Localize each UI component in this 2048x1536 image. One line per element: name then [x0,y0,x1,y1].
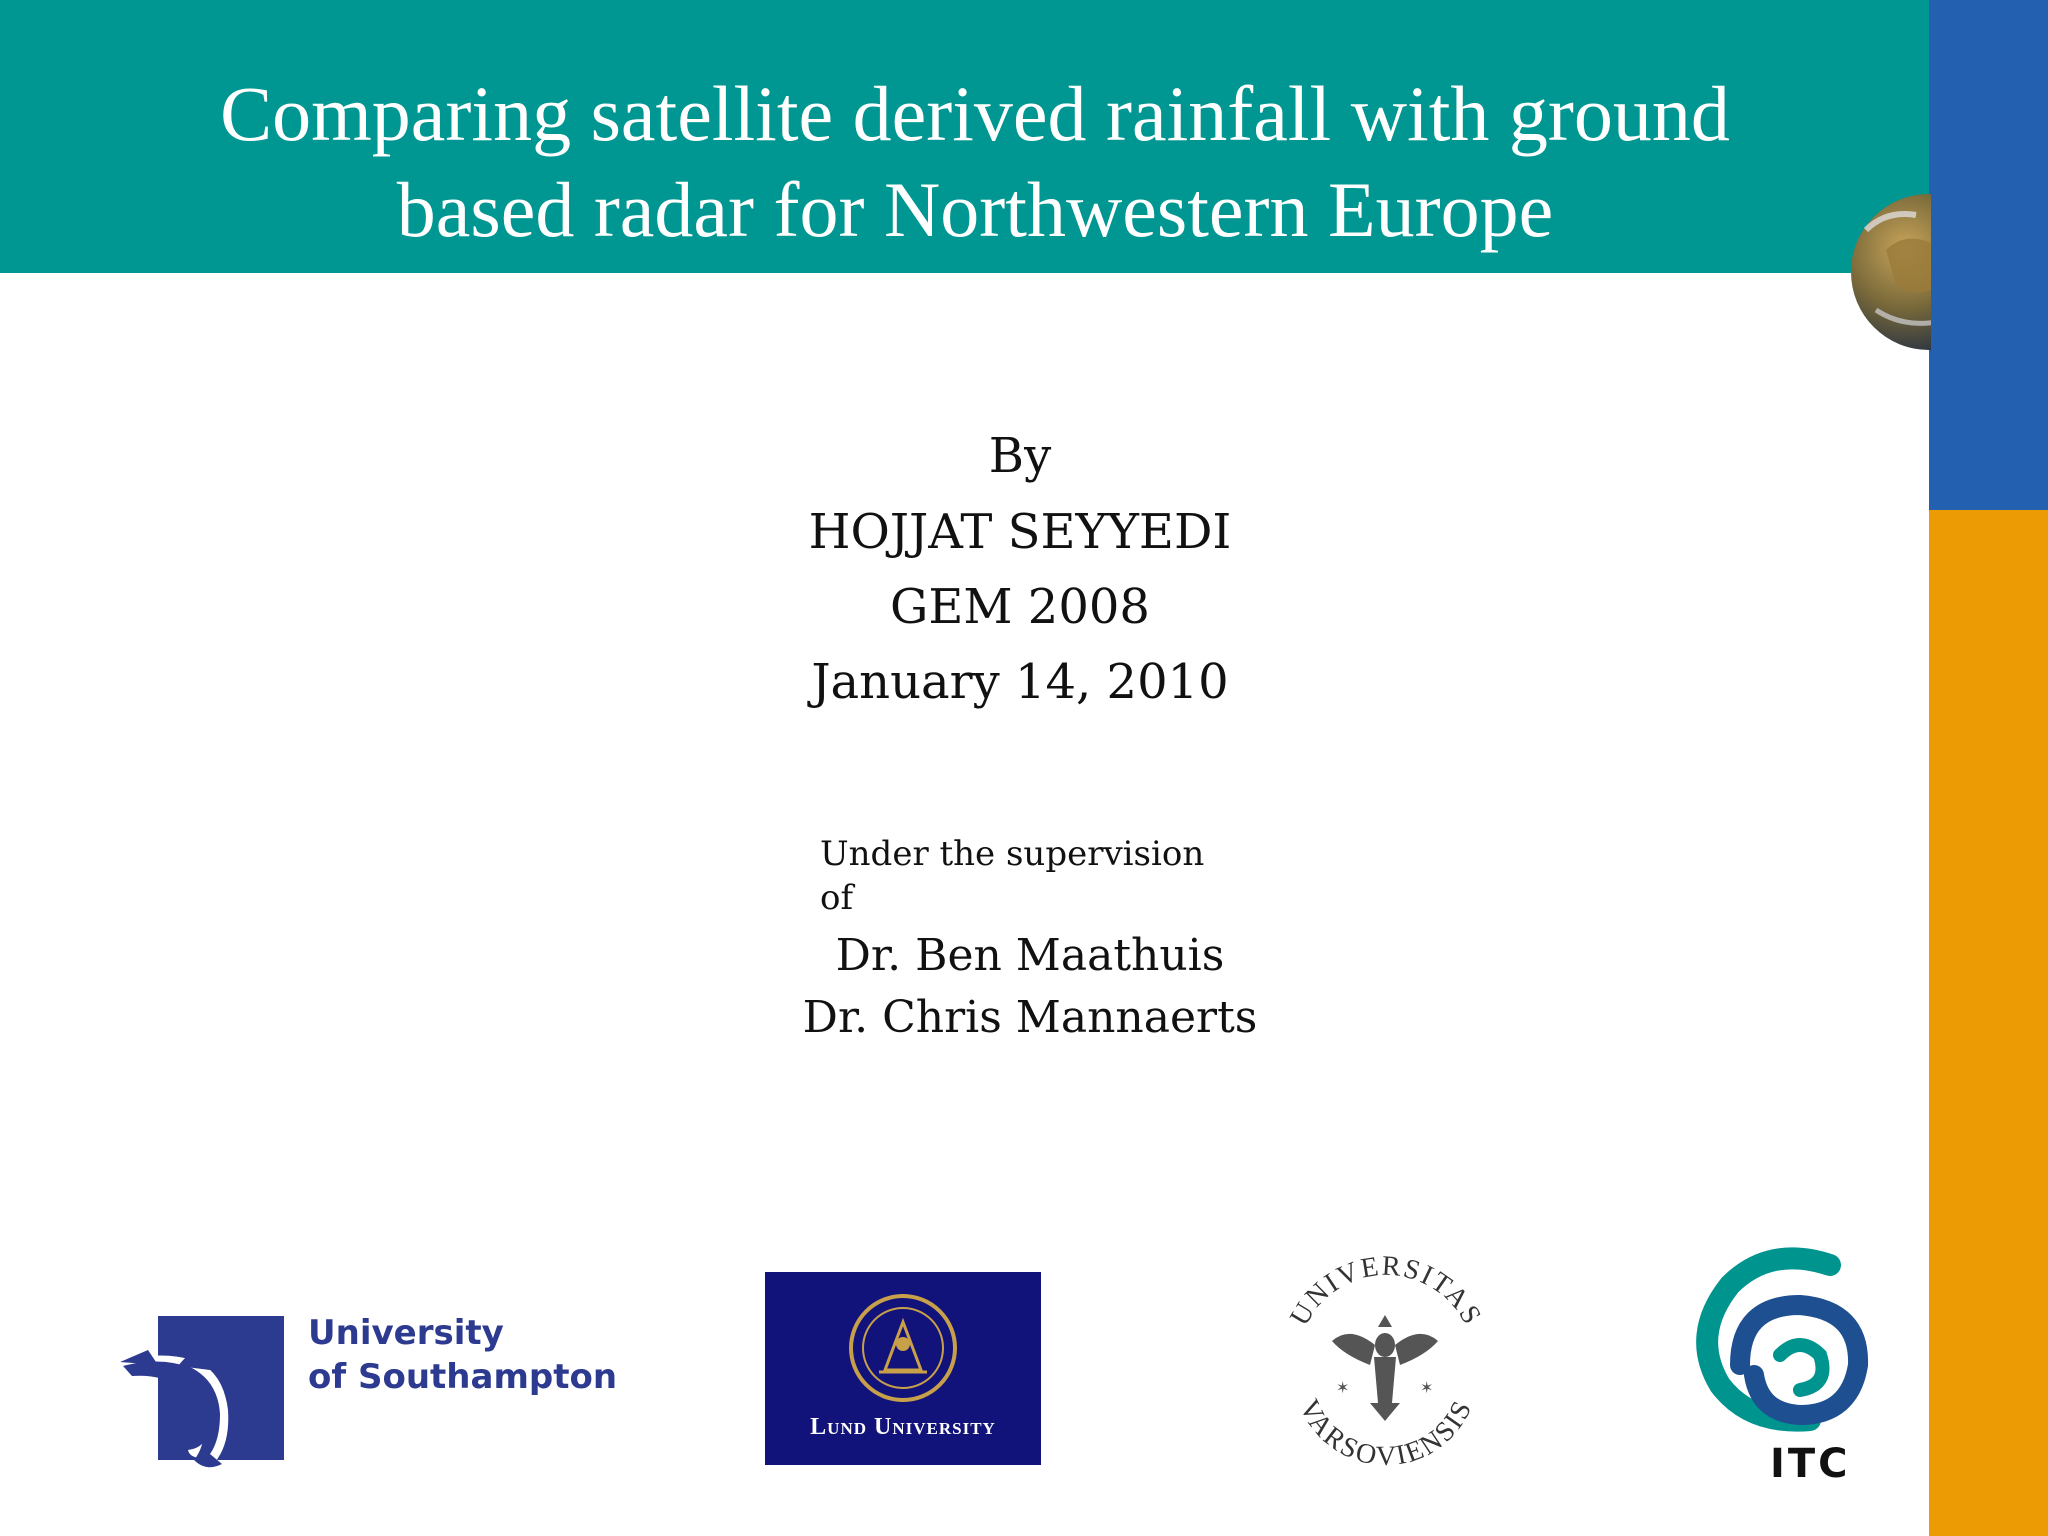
program-label: GEM 2008 [890,579,1150,635]
itc-wordmark: ITC [1770,1441,1851,1485]
southampton-wordmark [308,1311,617,1399]
side-bar-blue [1929,0,2048,510]
lund-wordmark: Lund University [810,1414,996,1440]
southampton-logo [118,1310,618,1480]
eagle-icon [1332,1315,1438,1421]
star-icon: ✶ [1336,1380,1350,1397]
lund-logo [765,1272,1041,1465]
presentation-date: January 14, 2010 [811,654,1229,710]
warsaw-logo [1270,1245,1500,1485]
star-icon: ✶ [1420,1380,1434,1397]
southampton-line-1: University [308,1313,504,1353]
lund-seal-icon [843,1292,963,1404]
side-bar-orange [1929,510,2048,1536]
supervisor-1: Dr. Ben Maathuis [835,930,1225,981]
title-line-1: Comparing satellite derived rainfall with ground [220,70,1730,157]
itc-logo [1680,1245,1890,1485]
supervision-label: Under the supervision of [820,834,1205,918]
slide-title [150,66,1800,258]
author-name: HOJJAT SEYYEDI [808,504,1232,560]
title-line-2: based radar for Northwestern Europe [396,166,1554,253]
dolphin-icon [118,1310,298,1480]
globe-icon [1846,190,1931,355]
warsaw-top-text: UNIVERSITAS [1284,1250,1488,1331]
southampton-line-2: of Southampton [308,1357,618,1397]
warsaw-bottom-text: VARSOVIENSIS [1293,1394,1479,1473]
supervisor-2: Dr. Chris Mannaerts [802,992,1258,1043]
by-label: By [988,428,1052,484]
